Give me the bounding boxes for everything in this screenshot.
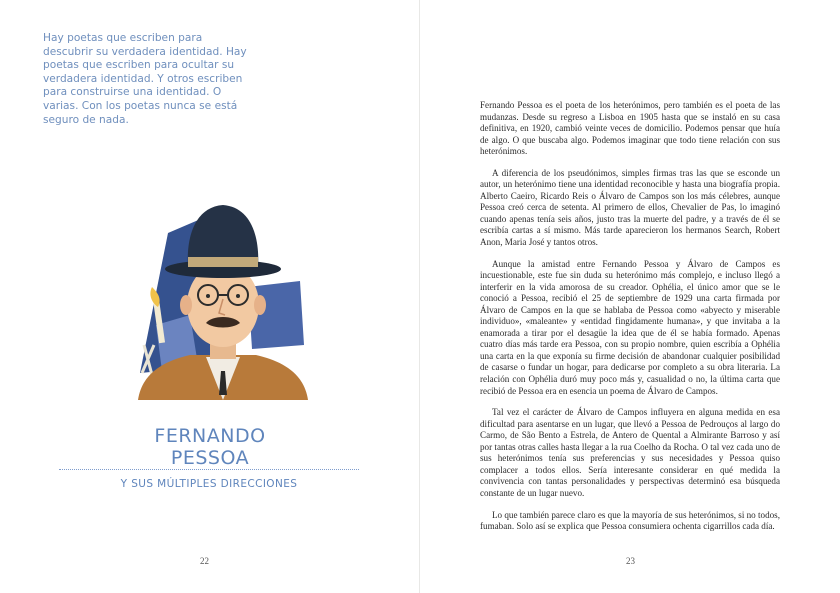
pessoa-portrait-illustration: [128, 195, 318, 400]
page-number-right: 23: [626, 556, 635, 566]
body-text: [480, 100, 780, 543]
paragraph: Tal vez el carácter de Álvaro de Campos influyera en alguna medida en esa dificultad para asentarse en un lugar, que llevó a Pessoa de Pedrouços al largo do Carmo, de São Bento a Estrela, de Antero de Quental a Almirante Barroso y así por tantas otras calles hasta llegar a la rua Coelho da Rocha. O tal vez cada uno de sus heterónimos tenía sus preferencias y sus necesidades y Pessoa quiso complacer a todos ellos. Sería interesante considerar en qué medida la convivencia con tantas personalidades y perspectivas determinó esa búsqueda constante de un lugar nuevo.: [480, 407, 780, 498]
chapter-title-line-2: PESSOA: [170, 447, 250, 469]
paragraph: Aunque la amistad entre Fernando Pessoa y Álvaro de Campos es incuestionable, este fue sin duda su heterónimo más complejo, e incluso llegó a interferir en la vida amorosa de su creador. Ophélia, el único amor que se le conoció a Pessoa, recibió el 25 de septiembre de 1929 una carta firmada por Álvaro de Campos en la que se hablaba de Pessoa como «abyecto y miserable individuo», «maleante» y «entidad fingidamente humana», y que invitaba a la enamorada a tirar por el desagüe la idea que de él se había formado. Apenas cuatro días más tarde era Pessoa, con su propio nombre, quien escribía a Ophélia una carta en la que exponía su firme decisión de abandonar cualquier posibilidad de casarse o fundar un hogar, para dedicarse por completo a su obra literaria. La relación con Ophélia duró muy poco más y, casualidad o no, la última carta que recibió de Pessoa era en esencia un poema de Álvaro de Campos.: [480, 258, 780, 396]
paragraph: A diferencia de los pseudónimos, simples firmas tras las que se esconde un autor, un heterónimo tiene una identidad reconocible y hasta una biografía propia. Alberto Caeiro, Ricardo Reis o Álvaro de Campos son los más célebres, aunque Pessoa creó cerca de setenta. Al primero de ellos, Chevalier de Pas, lo imaginó cuando apenas tenía seis años, justo tras la muerte del padre, y a través de él se escribía cartas a sí mismo. Más tarde aparecieron los hermanos Search, Robert Anon, Maria José y tantos otros.: [480, 167, 780, 248]
right-page: [420, 0, 840, 593]
paragraph: Lo que también parece claro es que la mayoría de sus heterónimos, si no todos, fumaban. Solo así se explica que Pessoa consumiera ochenta cigarrillos cada día.: [480, 509, 780, 532]
epigraph-quote: Hay poetas que escriben para descubrir su verdadera identidad. Hay poetas que escriben para ocultar su verdadera identidad. Y otros escriben para construirse una identidad. O varias. Con los poetas nunca se está seguro de nada.: [43, 32, 247, 126]
dotted-divider: [59, 469, 359, 470]
paragraph: Fernando Pessoa es el poeta de los heterónimos, pero también es el poeta de las mudanzas. Desde su regreso a Lisboa en 1905 hasta que se instaló en su casa definitiva, en 1920, cambió veinte veces de domicilio. Podemos pensar que huía de algo. O que buscaba algo. Podemos imaginar que todo tiene relación con sus heterónimos.: [480, 100, 780, 157]
chapter-subtitle: Y SUS MÚLTIPLES DIRECCIONES: [120, 478, 298, 490]
chapter-title: [115, 425, 305, 469]
chapter-title-line-1: FERNANDO: [154, 425, 266, 447]
page-number-left: 22: [200, 556, 209, 566]
